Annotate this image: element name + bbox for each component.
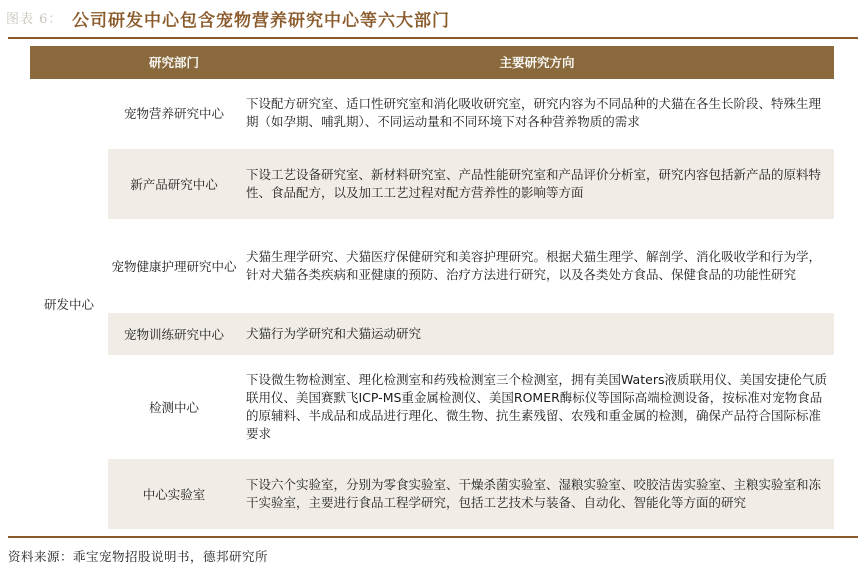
dept-name: 宠物训练研究中心 xyxy=(123,326,224,342)
header-dept: 研究部门 xyxy=(148,55,199,70)
dept-direction: 下设工艺设备研究室、新材料研究室、产品性能研究室和产品评价分析室，研究内容包括新产品的原料特性、食品配方，以及加工工艺过程对配方营养性的影响等方面 xyxy=(246,167,822,200)
dept-name: 检测中心 xyxy=(148,399,199,415)
figure-title-text: 公司研发中心包含宠物营养研究中心等六大部门 xyxy=(72,11,450,31)
title-divider xyxy=(8,37,858,39)
dept-direction: 犬猫生理学研究、犬猫医疗保健研究和美容护理研究。根据犬猫生理学、解剖学、消化吸收学和行为学，针对犬猫各类疾病和亚健康的预防、治疗方法进行研究，以及各类处方食品、保健食品的功能性研究 xyxy=(246,249,822,282)
bottom-divider xyxy=(8,536,858,538)
table-row xyxy=(108,221,834,311)
figure-number: 图表 6： xyxy=(6,12,63,27)
table-header xyxy=(30,46,834,79)
header-direction: 主要研究方向 xyxy=(499,55,575,70)
dept-direction: 下设六个实验室，分别为零食实验室、干燥杀菌实验室、湿粮实验室、咬胶洁齿实验室、主粮实验室和冻干实验室，主要进行食品工程学研究，包括工艺技术与装备、自动化、智能化等方面的研究 xyxy=(246,477,822,510)
dept-name: 中心实验室 xyxy=(142,486,206,502)
table-row xyxy=(108,149,834,219)
source-note: 资料来源：乖宝宠物招股说明书，德邦研究所 xyxy=(8,549,269,564)
table-row xyxy=(108,313,834,355)
table-row xyxy=(108,357,834,457)
figure-title xyxy=(0,4,866,32)
group-label: 研发中心 xyxy=(43,297,94,312)
dept-direction: 下设配方研究室、适口性研究室和消化吸收研究室，研究内容为不同品种的犬猫在各生长阶段、特殊生理期（如孕期、哺乳期）、不同运动量和不同环境下对各种营养物质的需求 xyxy=(246,96,822,129)
dept-direction: 下设微生物检测室、理化检测室和药残检测室三个检测室，拥有美国Waters液质联用仪、美国安捷伦气质联用仪、美国赛默飞ICP-MS重金属检测仪、美国ROMER酶标仪等国际高端检测设备，按标准对宠物食品的原辅料、半成品和成品进行理化、微生物、抗生素残留、农残和重金属的检测，确保产品符合国际标准要求 xyxy=(246,372,827,441)
dept-direction: 犬猫行为学研究和犬猫运动研究 xyxy=(246,326,422,341)
rd-departments-table xyxy=(30,46,834,510)
dept-name: 新产品研究中心 xyxy=(130,176,218,192)
dept-name: 宠物健康护理研究中心 xyxy=(111,258,237,274)
table-row xyxy=(108,459,834,529)
dept-name: 宠物营养研究中心 xyxy=(123,105,224,121)
table-row xyxy=(108,79,834,147)
